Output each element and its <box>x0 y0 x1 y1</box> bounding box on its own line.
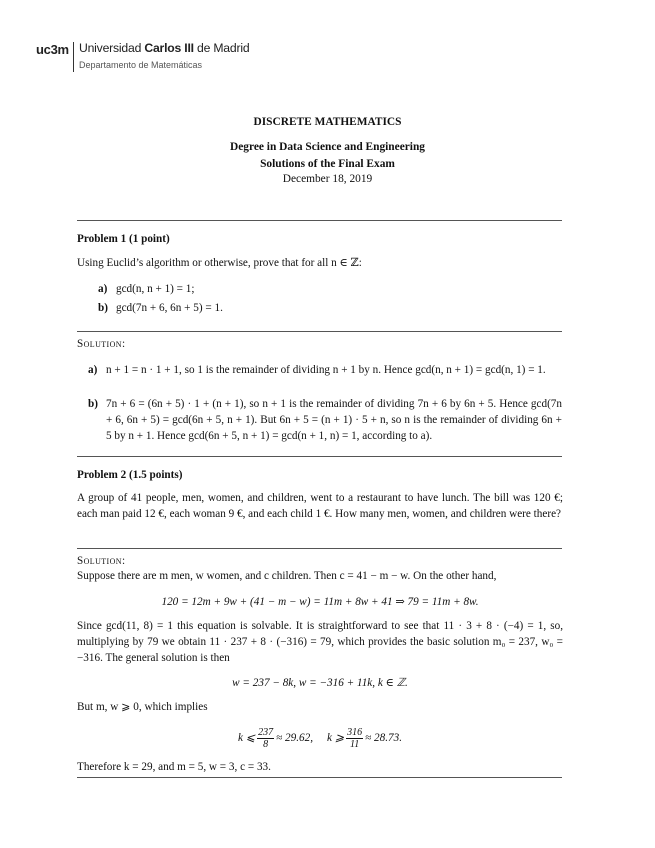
problem2-solution-label: Solution: <box>77 555 126 567</box>
item-text: gcd(7n + 6, 6n + 5) = 1. <box>116 302 223 314</box>
fraction-316-over-11 <box>346 727 363 750</box>
exam-date: December 18, 2019 <box>282 173 373 185</box>
course-title: DISCRETE MATHEMATICS <box>253 116 402 128</box>
fraction-denominator: 8 <box>263 738 269 750</box>
fraction-numerator: 237 <box>258 726 274 738</box>
equation-3 <box>77 722 563 754</box>
item-label: b) <box>98 302 108 314</box>
problem1-heading: Problem 1 (1 point) <box>77 233 170 245</box>
problem2-solution-text-3: But m, w ⩾ 0, which implies <box>77 701 208 713</box>
logo-divider <box>73 42 74 72</box>
logo-mark: uc3m <box>36 42 69 57</box>
eq3-part-a: k ⩽ <box>237 732 256 744</box>
problem2-solution-text-2: Since gcd(11, 8) = 1 this equation is solvable. It is straightforward to see that 11 · 3 + 8 · (−4) = 1, so, multiplying by 79 we obtain 11 · 237 + 8 · (−316) = 79, which provides the basic solution m₀ = 237, w₀ = −316. The general solution is then <box>77 620 563 665</box>
problem1-solution-b <box>88 396 564 446</box>
exam-subtitle: Solutions of the Final Exam <box>260 158 395 170</box>
eq3-part-b: ≈ 29.62, k ⩾ <box>276 732 345 744</box>
department-name: Departamento de Matemáticas <box>79 60 203 70</box>
equation-1: 120 = 12m + 9w + (41 − m − w) = 11m + 8w + 41 ⇒ 79 = 11m + 8w. <box>161 596 479 608</box>
divider <box>77 220 562 221</box>
divider <box>77 548 562 549</box>
university-name <box>79 41 249 55</box>
university-name-prefix: Universidad <box>79 41 145 55</box>
university-name-suffix: de Madrid <box>193 41 250 55</box>
item-label: b) <box>88 398 98 410</box>
problem1-solution-a <box>88 362 564 396</box>
university-name-bold: Carlos III <box>144 41 194 55</box>
problem1-statement: Using Euclid’s algorithm or otherwise, prove that for all n ∈ ℤ: <box>77 257 362 269</box>
item-text: 7n + 6 = (6n + 5) · 1 + (n + 1), so n + 1 is the remainder of dividing 7n + 6 by 6n + 5. Hence gcd(7n + 6, 6n + 5) = gcd(6n + 5, n + 1). But 6n + 5 = (n + 1) · 5 + n, so n is the remainder of dividing 6n + 5 by n + 1. Hence gcd(6n + 5, n + 1) = gcd(n + 1, n) = 1, according to a). <box>106 398 562 443</box>
divider <box>77 456 562 457</box>
fraction-237-over-8 <box>257 727 274 750</box>
fraction-numerator: 316 <box>347 726 363 738</box>
problem2-statement: A group of 41 people, men, women, and children, went to a restaurant to have lunch. The bill was 120 €; each man paid 12 €, each woman 9 €, and each child 1 €. How many men, women, and children were there? <box>77 492 563 521</box>
fraction-denominator: 11 <box>349 738 360 750</box>
item-text: n + 1 = n · 1 + 1, so 1 is the remainder of dividing n + 1 by n. Hence gcd(n, n + 1) = gcd(n, 1) = 1. <box>106 364 546 376</box>
divider <box>77 331 562 332</box>
item-label: a) <box>88 364 98 376</box>
equation-2: w = 237 − 8k, w = −316 + 11k, k ∈ ℤ. <box>232 677 408 689</box>
problem2-solution-text-4: Therefore k = 29, and m = 5, w = 3, c = 33. <box>77 761 271 773</box>
problem2-heading: Problem 2 (1.5 points) <box>77 469 183 481</box>
problem1-solution-label: Solution: <box>77 338 126 350</box>
problem2-solution-text-1: Suppose there are m men, w women, and c children. Then c = 41 − m − w. On the other hand, <box>77 570 497 582</box>
item-text: gcd(n, n + 1) = 1; <box>116 283 195 295</box>
divider <box>77 777 562 778</box>
degree-title: Degree in Data Science and Engineering <box>230 141 425 153</box>
item-label: a) <box>98 283 108 295</box>
eq3-part-c: ≈ 28.73. <box>365 732 403 744</box>
